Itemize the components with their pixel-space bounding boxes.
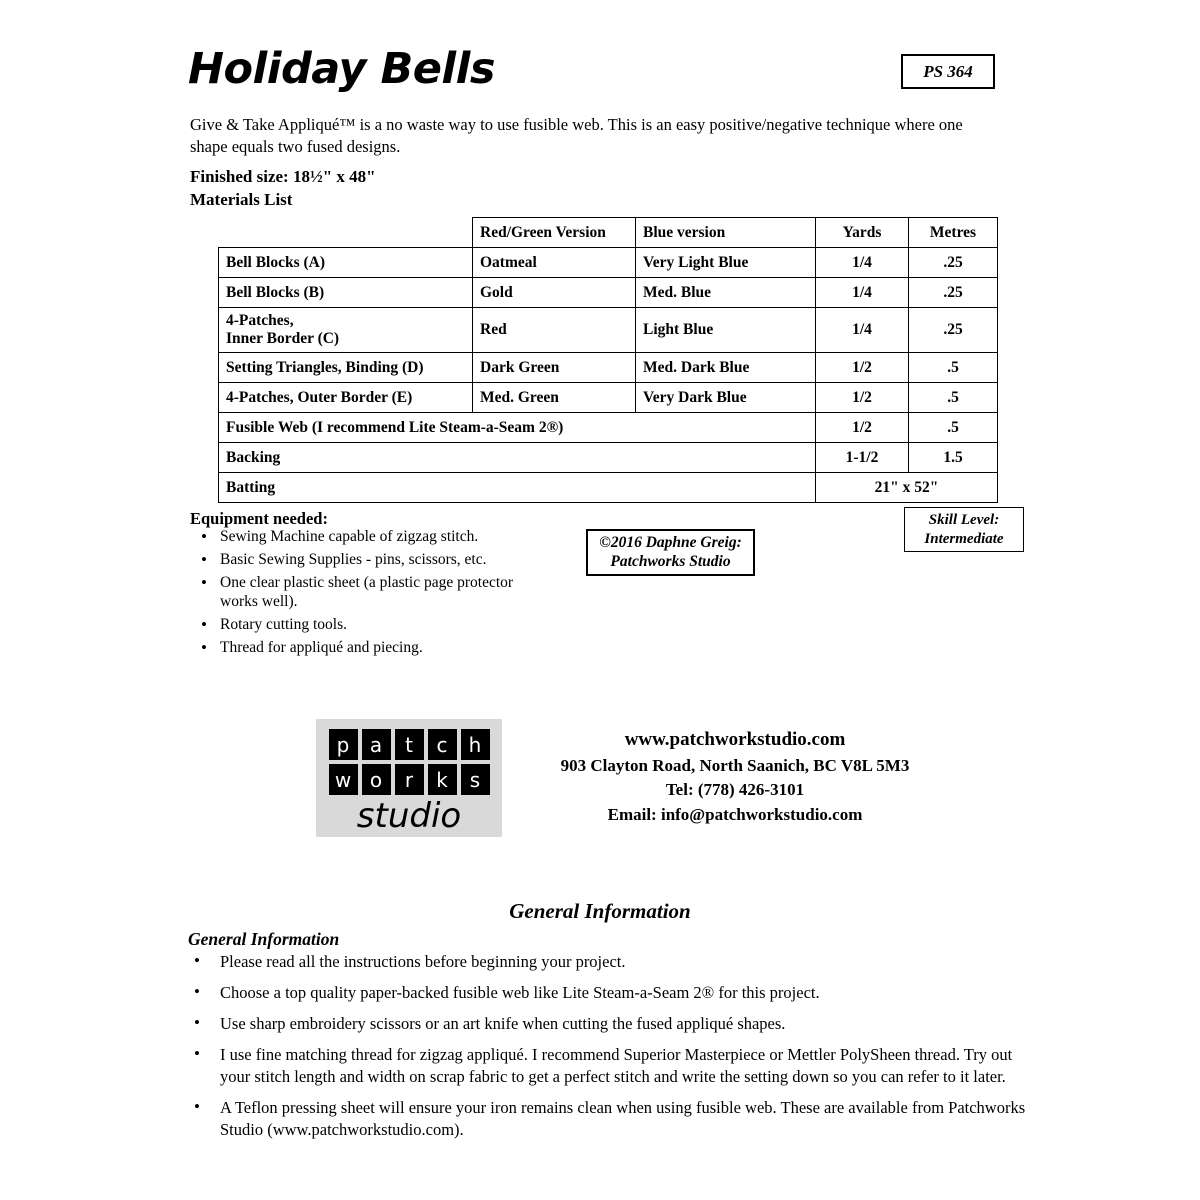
row-red-green: Med. Green [473, 383, 636, 413]
row-red-green: Oatmeal [473, 248, 636, 278]
row-blue: Very Light Blue [636, 248, 816, 278]
logo-tile: s [461, 764, 490, 795]
row-item-line2: Inner Border (C) [226, 330, 340, 347]
general-information-centered-heading: General Information [509, 899, 691, 923]
logo-tile: p [329, 729, 358, 760]
column-header-metres: Metres [909, 218, 998, 248]
row-item: Fusible Web (I recommend Lite Steam-a-Seam 2®) [219, 413, 816, 443]
row-metres: .5 [909, 353, 998, 383]
intro-paragraph: Give & Take Appliqué™ is a no waste way to use fusible web. This is an easy positive/negative technique where one shape equals two fused designs. [190, 115, 963, 157]
row-yards: 1/4 [816, 248, 909, 278]
list-item: • A Teflon pressing sheet will ensure your iron remains clean when using fusible web. These are available from Patchworks Studio (www.patchworkstudio.com). [220, 1097, 1040, 1141]
finished-size-text: Finished size: 18½" x 48" [190, 167, 376, 186]
row-blue: Very Dark Blue [636, 383, 816, 413]
logo-tile: k [428, 764, 457, 795]
row-metres: .25 [909, 278, 998, 308]
logo-tile: o [362, 764, 391, 795]
row-yards: 1-1/2 [816, 443, 909, 473]
row-yards: 1/4 [816, 278, 909, 308]
copyright-line-2: Patchworks Studio [610, 552, 731, 570]
logo-studio-script: studio [356, 796, 462, 836]
equipment-heading: Equipment needed: [190, 509, 328, 528]
row-red-green: Red [473, 308, 636, 353]
general-information-heading: General Information [188, 929, 340, 949]
row-item: Bell Blocks (A) [219, 248, 473, 278]
copyright-line-1: ©2016 Daphne Greig: [599, 533, 742, 551]
materials-table [218, 217, 998, 503]
row-blue: Med. Dark Blue [636, 353, 816, 383]
row-metres: .25 [909, 308, 998, 353]
copyright-box [586, 529, 755, 576]
materials-list-heading: Materials List [190, 190, 293, 209]
list-item: • Please read all the instructions before beginning your project. [220, 951, 1040, 973]
list-item: • I use fine matching thread for zigzag appliqué. I recommend Superior Masterpiece or Mettler PolySheen thread. Try out your stitch length and width on scrap fabric to get a perfect stitch and write the setting down so you can refer to it later. [220, 1044, 1040, 1088]
logo-row-patch [328, 729, 490, 760]
logo-tile: w [329, 764, 358, 795]
table-row [219, 308, 998, 353]
table-row [219, 413, 998, 443]
skill-level-box [904, 507, 1024, 552]
email-text: Email: info@patchworkstudio.com [607, 804, 863, 824]
row-yards: 1/2 [816, 413, 909, 443]
row-metres: 1.5 [909, 443, 998, 473]
logo-tile: t [395, 729, 424, 760]
equipment-list [198, 528, 550, 662]
list-item: • Thread for appliqué and piecing. [220, 639, 550, 658]
list-item: • Basic Sewing Supplies - pins, scissors, etc. [220, 551, 550, 570]
row-batting-size: 21" x 52" [816, 473, 998, 503]
list-item: • One clear plastic sheet (a plastic page protector works well). [220, 574, 550, 611]
row-item: Backing [219, 443, 816, 473]
logo-tile: h [461, 729, 490, 760]
pattern-code-text: PS 364 [923, 61, 973, 81]
pattern-code-badge [901, 54, 995, 89]
row-metres: .5 [909, 413, 998, 443]
table-row [219, 473, 998, 503]
row-item [219, 308, 473, 353]
column-header-yards: Yards [816, 218, 909, 248]
row-metres: .25 [909, 248, 998, 278]
skill-level-value: Intermediate [924, 530, 1004, 547]
logo-row-works [328, 764, 490, 795]
row-metres: .5 [909, 383, 998, 413]
row-item: Bell Blocks (B) [219, 278, 473, 308]
row-red-green: Dark Green [473, 353, 636, 383]
row-item: Batting [219, 473, 816, 503]
list-item: • Use sharp embroidery scissors or an art knife when cutting the fused appliqué shapes. [220, 1013, 1040, 1035]
table-row [219, 383, 998, 413]
list-item: • Sewing Machine capable of zigzag stitch. [220, 528, 550, 547]
list-item: • Choose a top quality paper-backed fusible web like Lite Steam-a-Seam 2® for this project. [220, 982, 1040, 1004]
general-information-list [192, 951, 1040, 1150]
table-header-row [219, 218, 998, 248]
table-corner-blank [219, 218, 473, 248]
list-item: • Rotary cutting tools. [220, 616, 550, 635]
phone-text: Tel: (778) 426-3101 [665, 780, 805, 800]
patchworks-studio-logo [316, 719, 502, 837]
logo-tile: a [362, 729, 391, 760]
row-item: Setting Triangles, Binding (D) [219, 353, 473, 383]
website-text: www.patchworkstudio.com [624, 729, 846, 750]
column-header-red-green: Red/Green Version [473, 218, 636, 248]
row-yards: 1/4 [816, 308, 909, 353]
row-red-green: Gold [473, 278, 636, 308]
row-blue: Med. Blue [636, 278, 816, 308]
table-row [219, 443, 998, 473]
logo-tile: r [395, 764, 424, 795]
column-header-blue: Blue version [636, 218, 816, 248]
table-row [219, 248, 998, 278]
contact-block [545, 726, 925, 827]
address-text: 903 Clayton Road, North Saanich, BC V8L 5M3 [560, 755, 910, 775]
skill-level-label: Skill Level: [928, 512, 1000, 529]
row-yards: 1/2 [816, 383, 909, 413]
page-title: Holiday Bells [188, 44, 495, 94]
row-item-line1: 4-Patches, [226, 312, 294, 329]
table-row [219, 353, 998, 383]
table-row [219, 278, 998, 308]
row-blue: Light Blue [636, 308, 816, 353]
row-item: 4-Patches, Outer Border (E) [219, 383, 473, 413]
row-yards: 1/2 [816, 353, 909, 383]
logo-tile: c [428, 729, 457, 760]
